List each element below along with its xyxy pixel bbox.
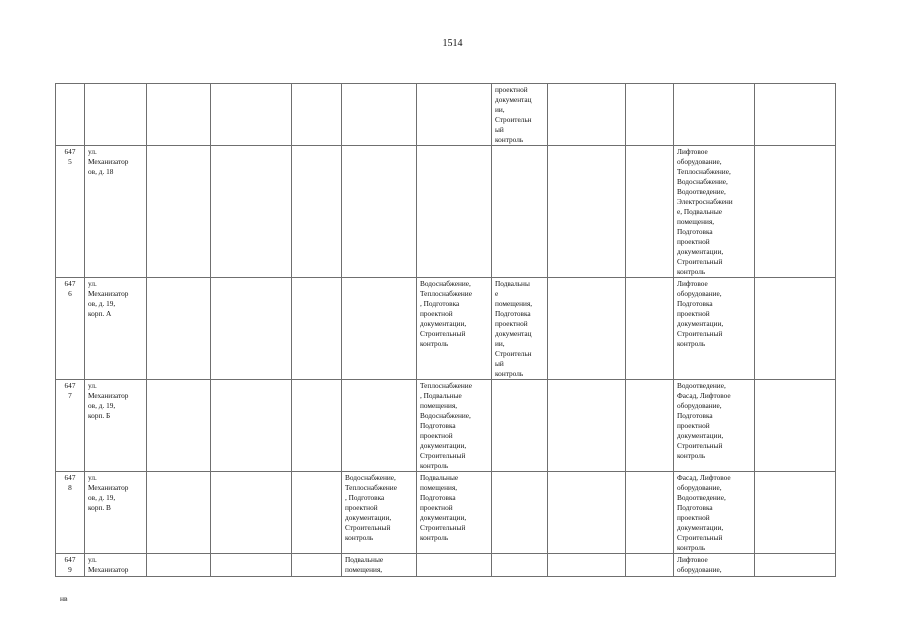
table-cell bbox=[626, 278, 674, 380]
table-cell bbox=[548, 146, 626, 278]
row-number-cell bbox=[56, 84, 85, 146]
address-cell: ул. Механизатор bbox=[85, 554, 147, 577]
table-cell bbox=[342, 146, 417, 278]
table-cell: Водоснабжение, Теплоснабжение , Подготовка проектной документации, Строительный контроль bbox=[342, 472, 417, 554]
table-cell bbox=[147, 380, 211, 472]
table-cell bbox=[292, 380, 342, 472]
table-cell: Лифтовое оборудование, Теплоснабжение, Водоснабжение, Водоотведение, Электроснабжени е, Подвальные помещения, Подготовка проектной документации, Строительный контроль bbox=[674, 146, 755, 278]
table-cell bbox=[211, 278, 292, 380]
address-cell bbox=[85, 84, 147, 146]
table-cell bbox=[342, 84, 417, 146]
table-cell: Подвальные помещения, Подготовка проектной документации, Строительный контроль bbox=[417, 472, 492, 554]
table-row bbox=[56, 84, 836, 146]
page-number: 1514 bbox=[442, 38, 463, 49]
table-cell: проектной документац ии, Строительн ый контроль bbox=[492, 84, 548, 146]
table-cell bbox=[755, 472, 836, 554]
table-cell bbox=[548, 84, 626, 146]
row-number-cell: 647 5 bbox=[56, 146, 85, 278]
table-row bbox=[56, 380, 836, 472]
table-cell bbox=[342, 380, 417, 472]
table-cell bbox=[755, 380, 836, 472]
table-cell bbox=[292, 278, 342, 380]
table-cell: Лифтовое оборудование, bbox=[674, 554, 755, 577]
table-cell bbox=[626, 472, 674, 554]
row-number-cell: 647 8 bbox=[56, 472, 85, 554]
table-cell bbox=[147, 84, 211, 146]
table-row bbox=[56, 278, 836, 380]
table-cell: Лифтовое оборудование, Подготовка проектной документации, Строительный контроль bbox=[674, 278, 755, 380]
row-number-cell: 647 7 bbox=[56, 380, 85, 472]
table-cell bbox=[755, 146, 836, 278]
table-cell bbox=[626, 84, 674, 146]
table-cell bbox=[548, 380, 626, 472]
table-cell bbox=[626, 554, 674, 577]
address-cell: ул. Механизатор ов, д. 19, корп. Б bbox=[85, 380, 147, 472]
table-cell bbox=[626, 146, 674, 278]
table-row bbox=[56, 472, 836, 554]
table-cell bbox=[211, 554, 292, 577]
table-row bbox=[56, 554, 836, 577]
table-cell bbox=[548, 278, 626, 380]
table-cell bbox=[342, 278, 417, 380]
table-cell bbox=[211, 380, 292, 472]
table-cell bbox=[548, 554, 626, 577]
table-cell bbox=[626, 380, 674, 472]
table-cell bbox=[147, 554, 211, 577]
table-cell bbox=[211, 84, 292, 146]
table-cell bbox=[292, 146, 342, 278]
table-cell bbox=[417, 554, 492, 577]
table-cell: Теплоснабжение , Подвальные помещения, Водоснабжение, Подготовка проектной документации, Строительный контроль bbox=[417, 380, 492, 472]
table-cell bbox=[492, 146, 548, 278]
table-cell bbox=[417, 84, 492, 146]
table-cell bbox=[417, 146, 492, 278]
table-cell bbox=[147, 278, 211, 380]
table-cell bbox=[292, 472, 342, 554]
table-cell bbox=[147, 146, 211, 278]
row-number-cell: 647 6 bbox=[56, 278, 85, 380]
table-cell bbox=[492, 380, 548, 472]
table-cell bbox=[548, 472, 626, 554]
table-cell bbox=[674, 84, 755, 146]
table-cell bbox=[755, 278, 836, 380]
table-cell: Фасад, Лифтовое оборудование, Водоотведение, Подготовка проектной документации, Строительный контроль bbox=[674, 472, 755, 554]
table-cell bbox=[492, 554, 548, 577]
table-cell bbox=[292, 84, 342, 146]
table-cell bbox=[211, 146, 292, 278]
table-cell bbox=[211, 472, 292, 554]
works-table bbox=[55, 83, 836, 577]
table-cell: Подвальные помещения, bbox=[342, 554, 417, 577]
table-cell bbox=[147, 472, 211, 554]
table-row bbox=[56, 146, 836, 278]
row-number-cell: 647 9 bbox=[56, 554, 85, 577]
table-cell: Водоснабжение, Теплоснабжение , Подготовка проектной документации, Строительный контроль bbox=[417, 278, 492, 380]
address-cell: ул. Механизатор ов, д. 19, корп. В bbox=[85, 472, 147, 554]
table-cell: Подвальны е помещения, Подготовка проектной документац ии, Строительн ый контроль bbox=[492, 278, 548, 380]
address-cell: ул. Механизатор ов, д. 19, корп. А bbox=[85, 278, 147, 380]
table-cell bbox=[755, 84, 836, 146]
table-cell bbox=[492, 472, 548, 554]
table-cell bbox=[755, 554, 836, 577]
table-cell bbox=[292, 554, 342, 577]
address-cell: ул. Механизатор ов, д. 18 bbox=[85, 146, 147, 278]
table-cell: Водоотведение, Фасад, Лифтовое оборудование, Подготовка проектной документации, Строительный контроль bbox=[674, 380, 755, 472]
footer-mark: нв bbox=[60, 594, 68, 603]
